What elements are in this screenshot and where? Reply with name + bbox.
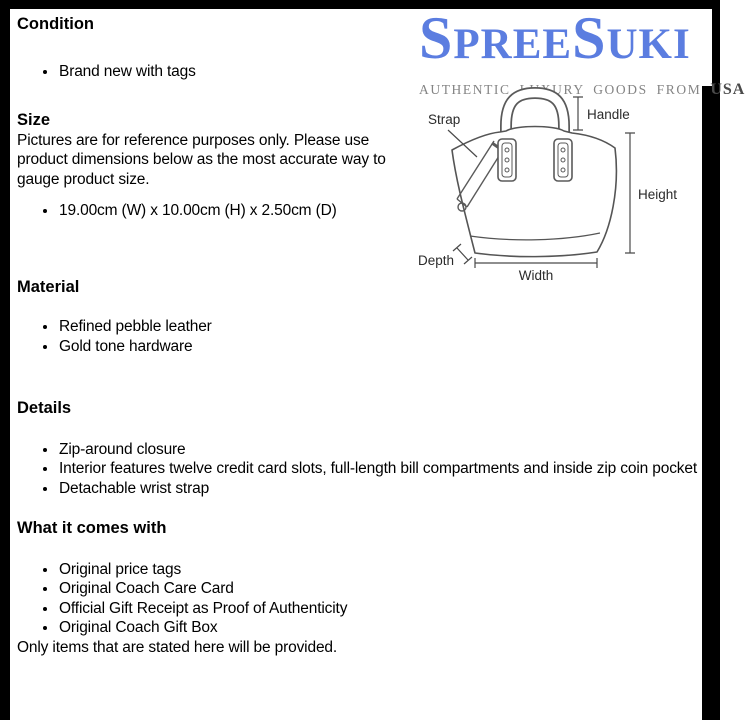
bag-drawing [412, 88, 704, 288]
list-item: • Official Gift Receipt as Proof of Authenticity [58, 599, 702, 619]
handle-label: Handle [587, 107, 630, 122]
size-note: Pictures are for reference purposes only. Please use product dimensions below as the most accurate way to gauge product size. [17, 131, 386, 188]
list-item: • Brand new with tags [58, 62, 702, 82]
width-label: Width [518, 268, 554, 283]
list-item: • Original price tags [58, 560, 702, 580]
list-item: • 19.00cm (W) x 10.00cm (H) x 2.50cm (D) [58, 201, 702, 221]
material-heading: Material [17, 277, 80, 296]
strap-label: Strap [428, 112, 461, 127]
depth-label: Depth [418, 253, 455, 268]
condition-heading: Condition [17, 15, 94, 33]
list-item: • Gold tone hardware [58, 337, 702, 357]
right-panel [418, 5, 745, 289]
brand-text: S [419, 5, 454, 71]
tagline-country: USA [710, 81, 745, 98]
includes-heading: What it comes with [17, 519, 167, 537]
brand-text: UKI [606, 21, 691, 68]
details-heading: Details [17, 399, 72, 417]
list-item: • Original Coach Gift Box [58, 618, 702, 638]
material-list [17, 317, 702, 356]
list-item: • Interior features twelve credit card slots, full-length bill compartments and inside zip coin pocket [58, 459, 702, 479]
includes-list [17, 560, 702, 638]
bag-dimension-diagram [412, 88, 704, 288]
brand-text: PREE [453, 21, 573, 68]
size-heading: Size [17, 111, 51, 129]
brand-logo [419, 5, 745, 98]
height-label: Height [638, 187, 678, 202]
footer-note: Only items that are stated here will be provided. [17, 638, 338, 656]
details-list [17, 440, 702, 499]
tagline-text: AUTHENTIC LUXURY GOODS FROM [419, 82, 702, 97]
brand-text: S [572, 5, 607, 71]
brand-wordmark [419, 5, 712, 80]
list-item: • Detachable wrist strap [58, 479, 702, 499]
list-item: • Original Coach Care Card [58, 579, 702, 599]
list-item: • Refined pebble leather [58, 317, 702, 337]
list-item: • Zip-around closure [58, 440, 702, 460]
